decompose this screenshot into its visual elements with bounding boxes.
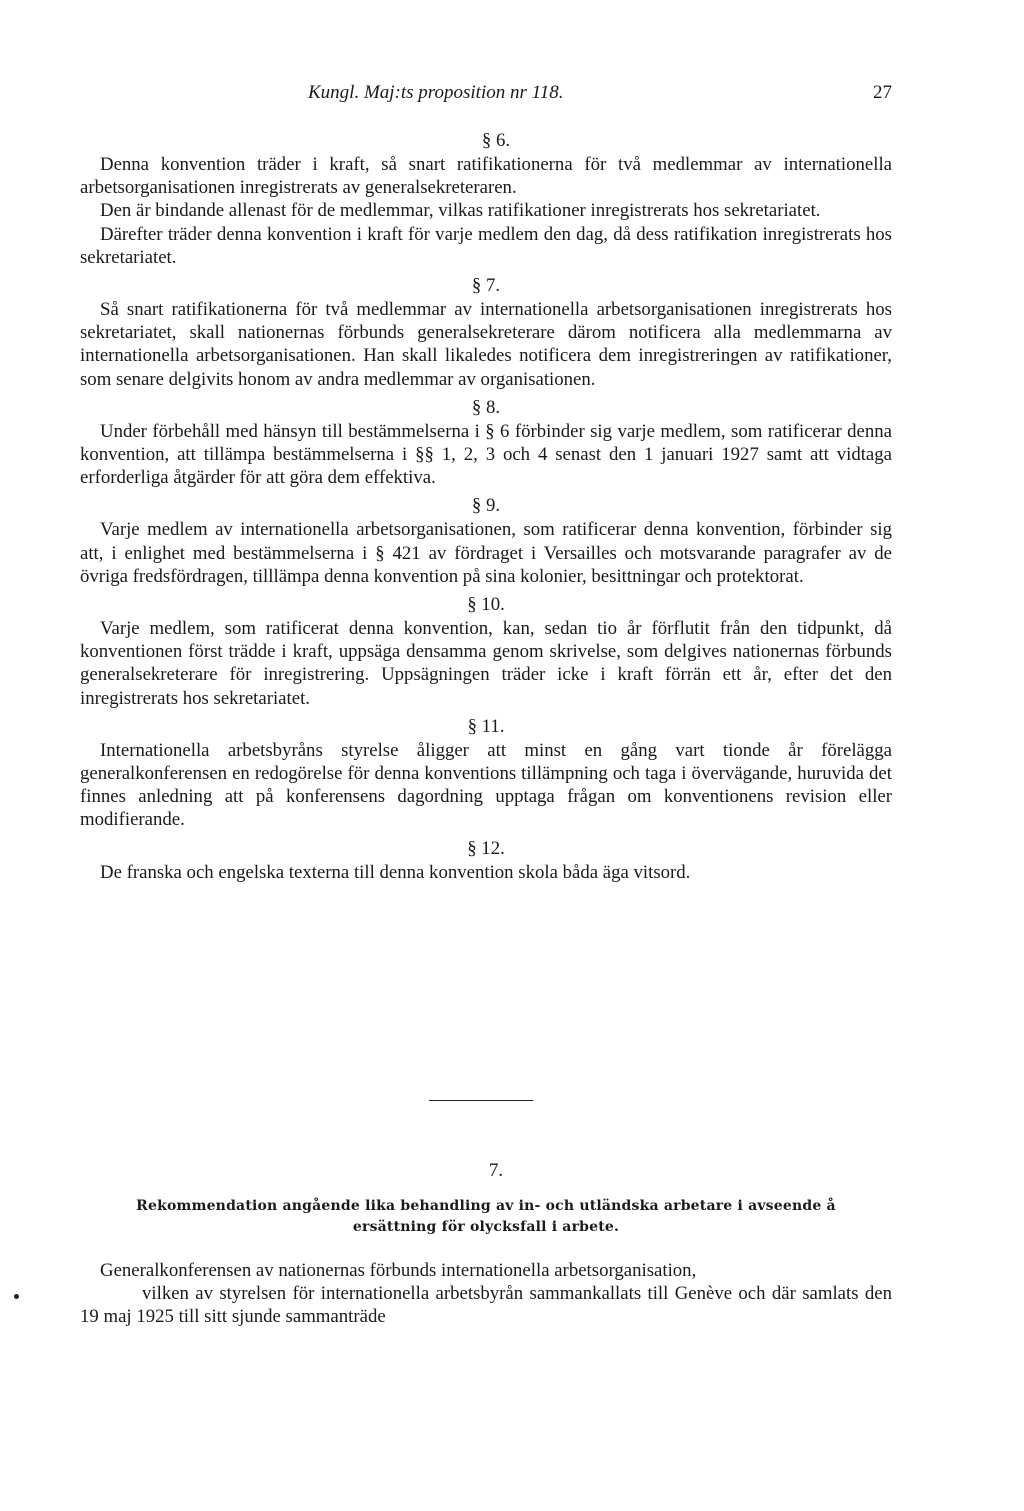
section-9 [80, 489, 892, 588]
section-heading: § 10. [467, 594, 505, 616]
paragraph: Den är bindande allenast för de medlemmar, vilkas ratifikationer inregistrerats hos sekretariatet. [100, 200, 821, 222]
recommendation-body [80, 1259, 892, 1328]
section-12 [80, 832, 892, 884]
section-11 [80, 710, 892, 832]
section-7 [80, 269, 892, 391]
section-heading: § 11. [467, 715, 505, 737]
running-title: Kungl. Maj:ts proposition nr 118. [308, 82, 564, 103]
paragraph: Internationella arbetsbyråns styrelse åligger att minst en gång vart tionde år förelägga generalkonferensen en redogörelse för denna konventions tillämpning och taga i övervägande, huruvida det finnes anledning att på konferensens dagordning upptaga frågan om konventionens revision eller modifierande. [80, 739, 892, 831]
section-8 [80, 391, 892, 490]
paragraph: Denna konvention träder i kraft, så snart ratifikationerna för två medlemmar av internationella arbetsorganisationen inregistrerats av generalsekreteraren. [80, 154, 892, 199]
recommendation-number: 7. [488, 1160, 504, 1181]
paragraph: vilken av styrelsen för internationella arbetsbyrån sammankallats till Genève och där samlats den 19 maj 1925 till sitt sjunde sammanträde [80, 1283, 892, 1327]
section-heading: § 7. [471, 275, 501, 297]
recommendation-heading [66, 1196, 906, 1238]
section-heading: § 9. [471, 495, 501, 517]
section-heading: § 12. [467, 837, 505, 859]
paragraph: Varje medlem, som ratificerat denna konvention, kan, sedan tio år förflutit från den tidpunkt, då konventionen först trädde i kraft, uppsäga densamma genom skrivelse, som delgives nationernas förbunds generalsekreterare för inregistrering. Uppsägningen träder icke i kraft förrän ett år, efter det den inregistrerats hos sekretariatet. [80, 618, 892, 709]
page-header [80, 82, 892, 108]
recommendation-heading-line: ersättning för olycksfall i arbete. [352, 1219, 620, 1235]
paragraph: Så snart ratifikationerna för två medlemmar av internationella arbetsorganisationen inregistrerats hos sekretariatet, skall nationernas förbunds generalsekreterare därom notificera alla medlemmarna av internationella arbetsorganisationen. Han skall likaledes notificera dem inregistreringen av ratifikationer, som senare delgivits honom av andra medlemmar av organisationen. [80, 299, 892, 390]
paragraph: Under förbehåll med hänsyn till bestämmelserna i § 6 förbinder sig varje medlem, som ratificerar denna konvention, att tillämpa bestämmelserna i §§ 1, 2, 3 och 4 senast den 1 januari 1927 samt att vidtaga erforderliga åtgärder för att göra dem effektiva. [80, 420, 892, 489]
article-body [80, 128, 892, 884]
section-10 [80, 588, 892, 710]
paragraph: Varje medlem av internationella arbetsorganisationen, som ratificerar denna konvention, förbinder sig att, i enlighet med bestämmelserna i § 421 av fördraget i Versailles och motsvarande paragrafer av de övriga fredsfördragen, tilllämpa denna konvention på sina kolonier, besittningar och protektorat. [80, 519, 892, 587]
recommendation-heading-line: Rekommendation angående lika behandling av in- och utländska arbetare i avseende å [136, 1198, 836, 1214]
section-divider [429, 1100, 533, 1101]
paragraph: Generalkonferensen av nationernas förbunds internationella arbetsorganisation, [100, 1260, 697, 1281]
margin-mark [14, 1294, 19, 1299]
paragraph: De franska och engelska texterna till denna konvention skola båda äga vitsord. [100, 861, 691, 883]
section-heading: § 8. [471, 396, 501, 418]
paragraph: Därefter träder denna konvention i kraft för varje medlem den dag, då dess ratifikation inregistrerats hos sekretariatet. [80, 223, 892, 268]
page-number: 27 [873, 82, 892, 103]
section-6 [80, 128, 892, 269]
section-heading: § 6. [481, 130, 511, 151]
